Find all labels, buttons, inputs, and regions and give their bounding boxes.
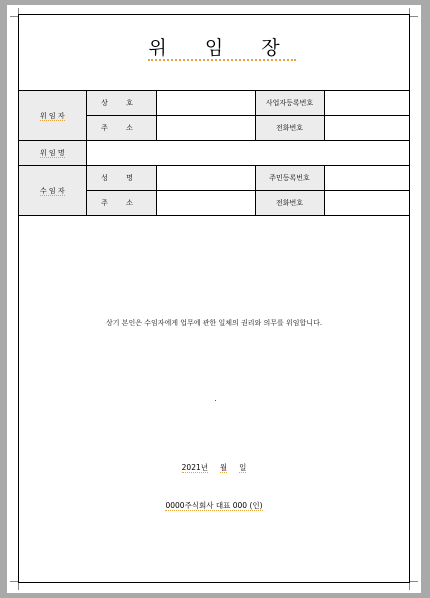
delegation-field[interactable] (86, 141, 409, 166)
statement-text: 상기 본인은 수임자에게 업무에 관한 일체의 권리와 의무를 위임합니다. (105, 319, 323, 327)
company-name-field[interactable] (156, 91, 255, 116)
address-label-cell (86, 116, 156, 141)
document-frame (18, 14, 410, 583)
date-day: 일 (239, 463, 247, 472)
address-label-cell (86, 191, 156, 216)
phone-label: 전화번호 (275, 124, 304, 132)
resident-reg-label: 주민등록번호 (269, 174, 310, 182)
document-page (7, 5, 421, 593)
business-reg-label-cell (255, 91, 324, 116)
address-label: 주 소 (101, 124, 141, 132)
delegate-label: 수 임 자 (39, 186, 65, 195)
delegate-phone-field[interactable] (324, 191, 409, 216)
name-label: 성 명 (101, 174, 141, 182)
delegator-phone-field[interactable] (324, 116, 409, 141)
cursor-dot (215, 400, 216, 401)
delegate-name-field[interactable] (156, 166, 255, 191)
name-label-cell (86, 166, 156, 191)
delegator-label: 위 임 자 (39, 111, 65, 120)
info-table (19, 90, 409, 216)
company-name-label: 상 호 (101, 99, 141, 107)
delegate-address-field[interactable] (156, 191, 255, 216)
corner-mark (409, 8, 418, 17)
phone-label: 전화번호 (275, 199, 304, 207)
delegate-label-cell (19, 166, 86, 216)
corner-mark (409, 581, 418, 590)
company-name-label-cell (86, 91, 156, 116)
address-label: 주 소 (101, 199, 141, 207)
phone-label-cell (255, 191, 324, 216)
table-row (19, 91, 409, 116)
title-text: 위 임 장 (148, 37, 296, 59)
delegation-label: 위 임 명 (39, 149, 65, 157)
date-line (19, 462, 409, 473)
signature-text: 0000주식회사 대표 000 (인) (165, 501, 263, 510)
delegator-label-cell (19, 91, 86, 141)
date-month: 월 (219, 463, 228, 472)
signature-line (19, 500, 409, 511)
document-title (19, 33, 409, 60)
delegation-label-cell (19, 141, 86, 166)
table-row (19, 166, 409, 191)
table-row (19, 141, 409, 166)
phone-label-cell (255, 116, 324, 141)
resident-reg-label-cell (255, 166, 324, 191)
business-reg-label: 사업자등록번호 (265, 99, 314, 107)
date-year: 2021년 (181, 463, 208, 472)
business-reg-field[interactable] (324, 91, 409, 116)
delegator-address-field[interactable] (156, 116, 255, 141)
resident-reg-field[interactable] (324, 166, 409, 191)
